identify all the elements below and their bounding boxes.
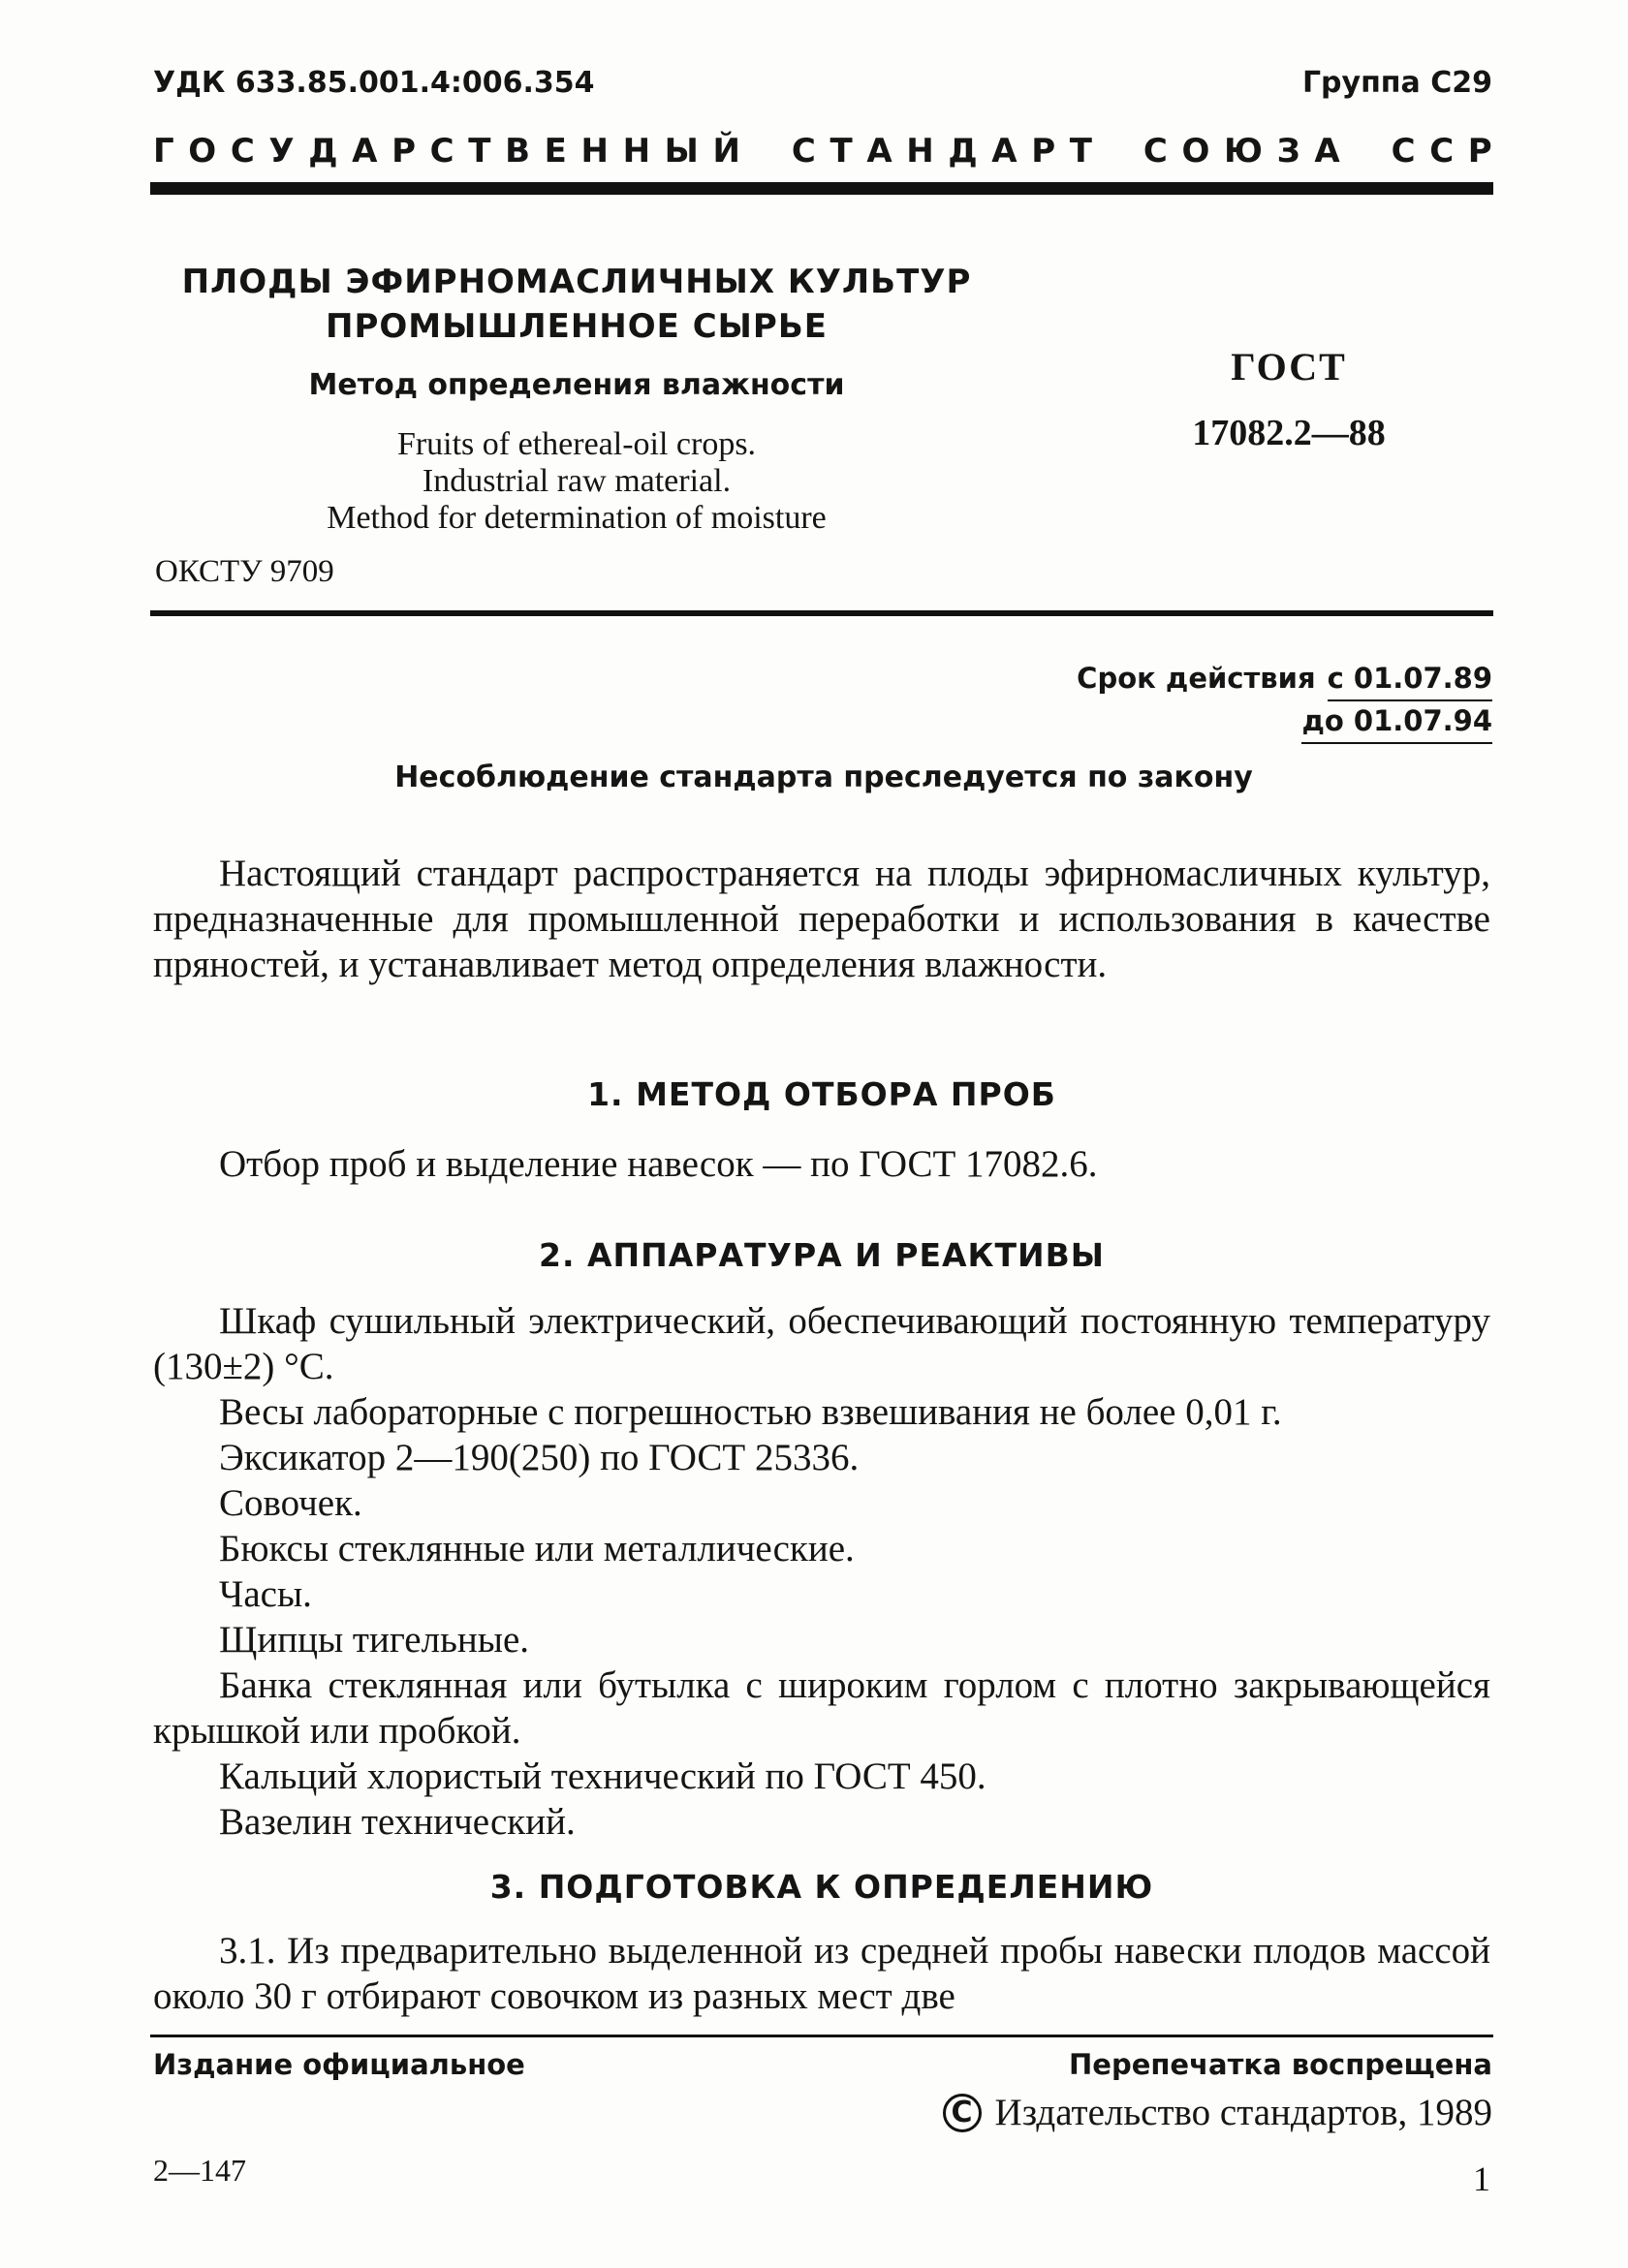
banner-letter: Н (906, 132, 934, 171)
banner-letter: Р (391, 132, 417, 171)
validity-to: до 01.07.94 (1301, 701, 1492, 744)
title-rule (150, 610, 1493, 616)
validity-label: Срок действия (1077, 662, 1316, 695)
banner-letter: Т (830, 132, 853, 171)
equipment-item: Бюксы стеклянные или металлические. (219, 1528, 855, 1569)
banner-space (1107, 132, 1130, 171)
section-1-body (153, 1141, 1490, 1187)
section-1-heading: 1. МЕТОД ОТБОРА ПРОБ (587, 1075, 1056, 1113)
banner-letter: Е (544, 132, 567, 171)
equipment-item: Вазелин технический. (219, 1801, 576, 1843)
equipment-item: Совочек. (219, 1482, 362, 1524)
section-1-text: Отбор проб и выделение навесок — по ГОСТ 17082.6. (219, 1143, 1098, 1185)
banner-letter: Д (308, 132, 338, 171)
publisher-text: Издательство стандартов, 1989 (994, 2092, 1492, 2133)
banner-letter: О (188, 132, 217, 171)
validity-from: с 01.07.89 (1328, 659, 1492, 701)
print-code: 2—147 (153, 2153, 246, 2188)
banner-letter: Ы (664, 132, 699, 171)
banner-letter: А (1314, 132, 1340, 171)
banner-letter: Д (948, 132, 978, 171)
banner-letter: С (1143, 132, 1168, 171)
section-3-body (153, 1928, 1490, 2019)
banner-space (755, 132, 778, 171)
banner-letter: А (352, 132, 378, 171)
gost-label: ГОСТ (1231, 345, 1347, 388)
section-3-heading: 3. ПОДГОТОВКА К ОПРЕДЕЛЕНИЮ (489, 1868, 1154, 1906)
banner-letter: С (1391, 132, 1416, 171)
equipment-item: Щипцы тигельные. (219, 1619, 529, 1661)
equipment-item: Весы лабораторные с погрешностью взвешивания не более 0,01 г. (219, 1391, 1282, 1433)
intro-paragraph (153, 851, 1490, 987)
title-line-1: ПЛОДЫ ЭФИРНОМАСЛИЧНЫХ КУЛЬТУР (181, 263, 972, 301)
section-3-text: 3.1. Из предварительно выделенной из средней пробы навески плодов массой около 30 г отбирают совочком из разных мест две (153, 1930, 1490, 2017)
title-line-2: ПРОМЫШЛЕННОЕ СЫРЬЕ (326, 307, 828, 346)
banner-letter: С (1429, 132, 1455, 171)
banner-letter: С (791, 132, 816, 171)
okstu-code: ОКСТУ 9709 (155, 554, 334, 589)
banner-letter: Й (712, 132, 740, 171)
header-rule (150, 182, 1493, 195)
law-notice: Несоблюдение стандарта преследуется по закону (394, 761, 1253, 794)
equipment-item: Шкаф сушильный электрический, обеспечивающий постоянную температуру (130±2) °С. (153, 1300, 1490, 1387)
banner-letter: Г (153, 132, 174, 171)
english-title-line-3: Method for determination of moisture (327, 500, 827, 536)
validity-period (1077, 659, 1492, 744)
banner-letter: Н (622, 132, 651, 171)
intro-text: Настоящий стандарт распространяется на плоды эфирномасличных культур, предназначенные для промышленной переработки и использования в качестве пряностей, и устанавливает метод определения влажности. (153, 853, 1490, 985)
footer-rule (150, 2035, 1493, 2037)
english-title-line-2: Industrial raw material. (422, 463, 732, 499)
banner-letter: Т (1069, 132, 1092, 171)
banner-space (1354, 132, 1377, 171)
group-code: Группа С29 (1301, 66, 1492, 100)
section-2-body (153, 1298, 1490, 1845)
english-title (155, 426, 998, 537)
equipment-item: Часы. (219, 1573, 312, 1615)
banner-letter: Т (468, 132, 491, 171)
gost-number: 17082.2—88 (1192, 413, 1386, 453)
publisher-line (943, 2091, 1492, 2134)
banner-letter: Р (1467, 132, 1492, 171)
banner-letter: С (230, 132, 255, 171)
banner-letter: Р (1031, 132, 1056, 171)
equipment-item: Кальций хлористый технический по ГОСТ 450. (219, 1755, 986, 1797)
reprint-note: Перепечатка воспрещена (1069, 2048, 1492, 2081)
method-subtitle: Метод определения влажности (308, 368, 845, 402)
page-number: 1 (1473, 2159, 1490, 2198)
banner-letter: В (505, 132, 530, 171)
banner-letter: З (1276, 132, 1300, 171)
equipment-item: Эксикатор 2—190(250) по ГОСТ 25336. (219, 1437, 860, 1478)
copyright-icon: С (943, 2094, 982, 2132)
banner-letter: Н (580, 132, 609, 171)
state-standard-banner (153, 132, 1492, 171)
edition-note: Издание официальное (153, 2048, 525, 2081)
banner-letter: А (866, 132, 892, 171)
equipment-item: Банка стеклянная или бутылка с широким горлом с плотно закрывающейся крышкой или пробкой. (153, 1664, 1490, 1752)
document-title (155, 260, 998, 349)
udk-code: УДК 633.85.001.4:006.354 (153, 66, 595, 100)
section-2-heading: 2. АППАРАТУРА И РЕАКТИВЫ (538, 1236, 1106, 1274)
banner-letter: У (268, 132, 295, 171)
banner-letter: Ю (1224, 132, 1263, 171)
banner-letter: С (429, 132, 454, 171)
banner-letter: О (1181, 132, 1210, 171)
banner-letter: А (991, 132, 1018, 171)
english-title-line-1: Fruits of ethereal-oil crops. (396, 426, 757, 462)
